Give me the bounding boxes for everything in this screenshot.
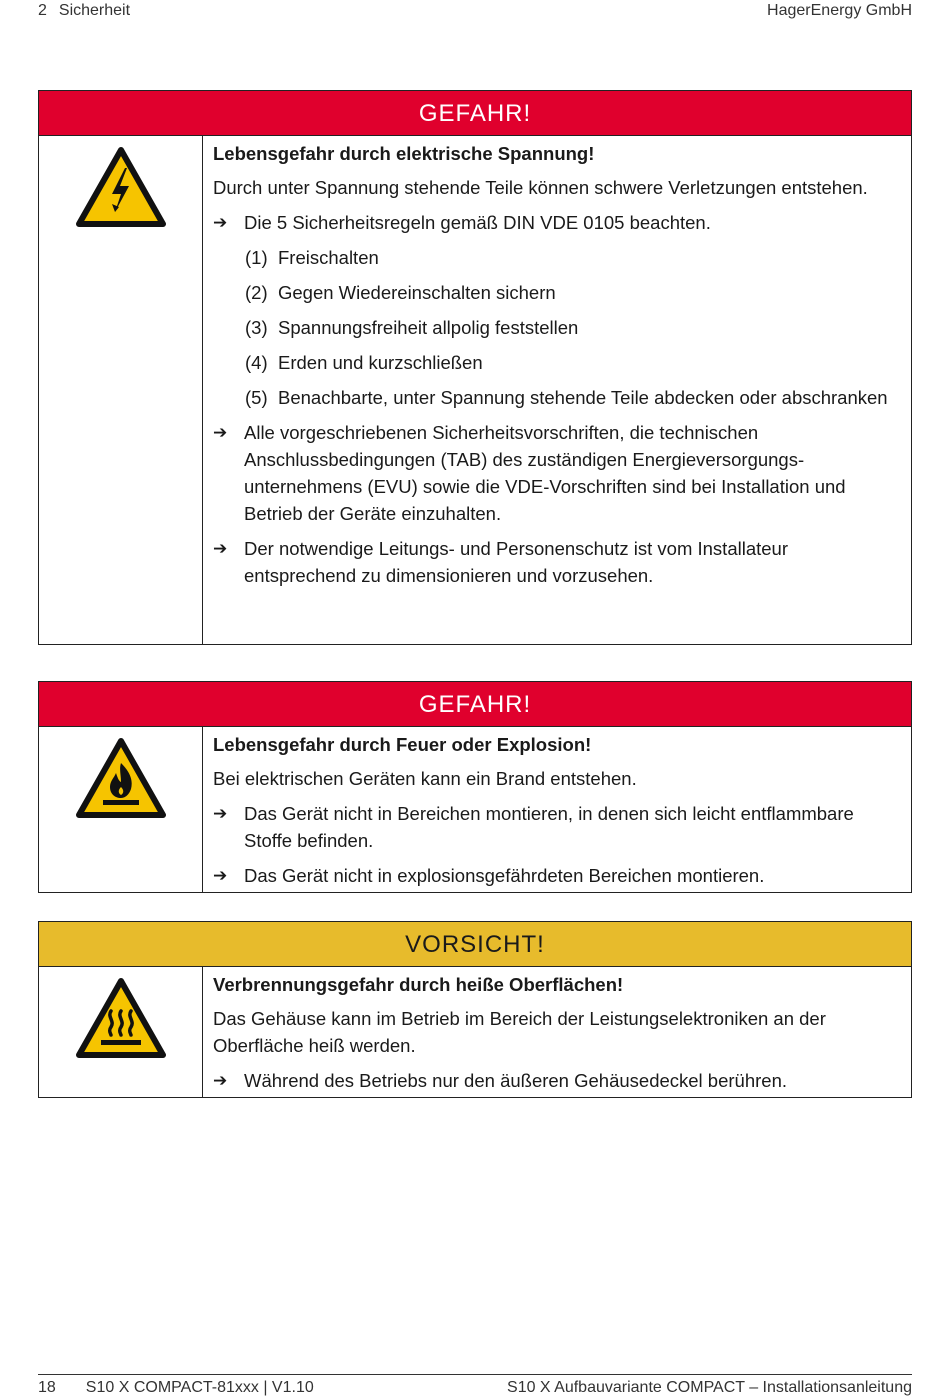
page-footer — [38, 1374, 912, 1396]
warning-content — [203, 136, 911, 645]
doc-title: S10 X Aufbauvariante COMPACT – Installationsanleitung — [507, 1379, 912, 1396]
chapter-heading — [38, 2, 130, 20]
list-item — [245, 384, 901, 411]
company-name: HagerEnergy GmbH — [767, 2, 912, 19]
safety-rules-list — [245, 244, 901, 411]
step-text: Während des Betriebs nur den äußeren Gehäusedeckel berühren. — [244, 1070, 788, 1091]
step-text: Der notwendige Leitungs- und Personenschutz ist vom Installateur entsprechend zu dimensionieren und vorzusehen. — [244, 538, 788, 586]
rule-number: (5) — [245, 387, 268, 408]
rule-number: (1) — [245, 247, 268, 268]
list-item — [245, 244, 901, 271]
warning-box-electric — [38, 90, 912, 645]
warning-title: Lebensgefahr durch Feuer oder Explosion! — [213, 734, 592, 755]
step-text: Das Gerät nicht in explosionsgefährdeten Bereichen montieren. — [244, 865, 765, 886]
rule-number: (2) — [245, 282, 268, 303]
rule-text: Freischalten — [278, 247, 379, 268]
step-text: Das Gerät nicht in Bereichen montieren, in denen sich leicht entflammbare Stoffe befinden. — [244, 803, 854, 851]
instruction-step — [213, 535, 901, 589]
chapter-title: Sicherheit — [58, 2, 131, 19]
list-item — [245, 279, 901, 306]
rule-number: (3) — [245, 317, 268, 338]
rule-text: Gegen Wiedereinschalten sichern — [278, 282, 556, 303]
instruction-step — [213, 862, 901, 889]
warning-box-fire — [38, 681, 912, 893]
list-item — [245, 314, 901, 341]
warning-description: Durch unter Spannung stehende Teile können schwere Verletzungen entstehen. — [213, 177, 868, 198]
electric-voltage-warning-icon — [75, 146, 167, 228]
page-header — [38, 2, 912, 22]
rule-number: (4) — [245, 352, 268, 373]
warning-icon-cell — [39, 136, 203, 645]
arrow-right-icon: ➔ — [213, 1071, 228, 1090]
signal-word-danger: GEFAHR! — [39, 91, 911, 136]
warning-description: Bei elektrischen Geräten kann ein Brand entstehen. — [213, 768, 637, 789]
warning-icon-cell — [39, 967, 203, 1098]
instruction-step — [213, 1067, 901, 1094]
arrow-right-icon: ➔ — [213, 866, 228, 885]
instruction-step — [213, 419, 901, 527]
arrow-right-icon: ➔ — [213, 423, 228, 442]
flammable-warning-icon — [75, 737, 167, 819]
instruction-step — [213, 800, 901, 854]
instruction-step — [213, 209, 901, 236]
step-text: Alle vorgeschriebenen Sicherheitsvorschriften, die technischen Anschlussbedingungen (TAB) des zuständigen Energieversorgungs-unternehmens (EVU) sowie die VDE-Vorschriften sind bei Installation und Betrieb der Geräte einzuhalten. — [244, 422, 846, 524]
footer-doc-info — [38, 1379, 314, 1397]
warning-title: Verbrennungsgefahr durch heiße Oberflächen! — [213, 974, 624, 995]
warning-box-hot-surface — [38, 921, 912, 1098]
rule-text: Benachbarte, unter Spannung stehende Teile abdecken oder abschranken — [278, 387, 888, 408]
warning-title: Lebensgefahr durch elektrische Spannung! — [213, 143, 595, 164]
warning-content — [203, 727, 911, 893]
page-number: 18 — [38, 1379, 56, 1396]
chapter-number: 2 — [38, 2, 47, 19]
hot-surface-warning-icon — [75, 977, 167, 1059]
arrow-right-icon: ➔ — [213, 804, 228, 823]
arrow-right-icon: ➔ — [213, 213, 228, 232]
rule-text: Spannungsfreiheit allpolig feststellen — [278, 317, 579, 338]
list-item — [245, 349, 901, 376]
rule-text: Erden und kurzschließen — [278, 352, 483, 373]
warning-icon-cell — [39, 727, 203, 893]
signal-word-danger: GEFAHR! — [39, 682, 911, 727]
warning-content — [203, 967, 911, 1098]
arrow-right-icon: ➔ — [213, 539, 228, 558]
warning-description: Das Gehäuse kann im Betrieb im Bereich der Leistungselektroniken an der Oberfläche heiß werden. — [213, 1008, 826, 1056]
doc-id: S10 X COMPACT-81xxx | V1.10 — [85, 1379, 314, 1396]
step-text: Die 5 Sicherheitsregeln gemäß DIN VDE 0105 beachten. — [244, 212, 711, 233]
signal-word-caution: VORSICHT! — [39, 922, 911, 967]
